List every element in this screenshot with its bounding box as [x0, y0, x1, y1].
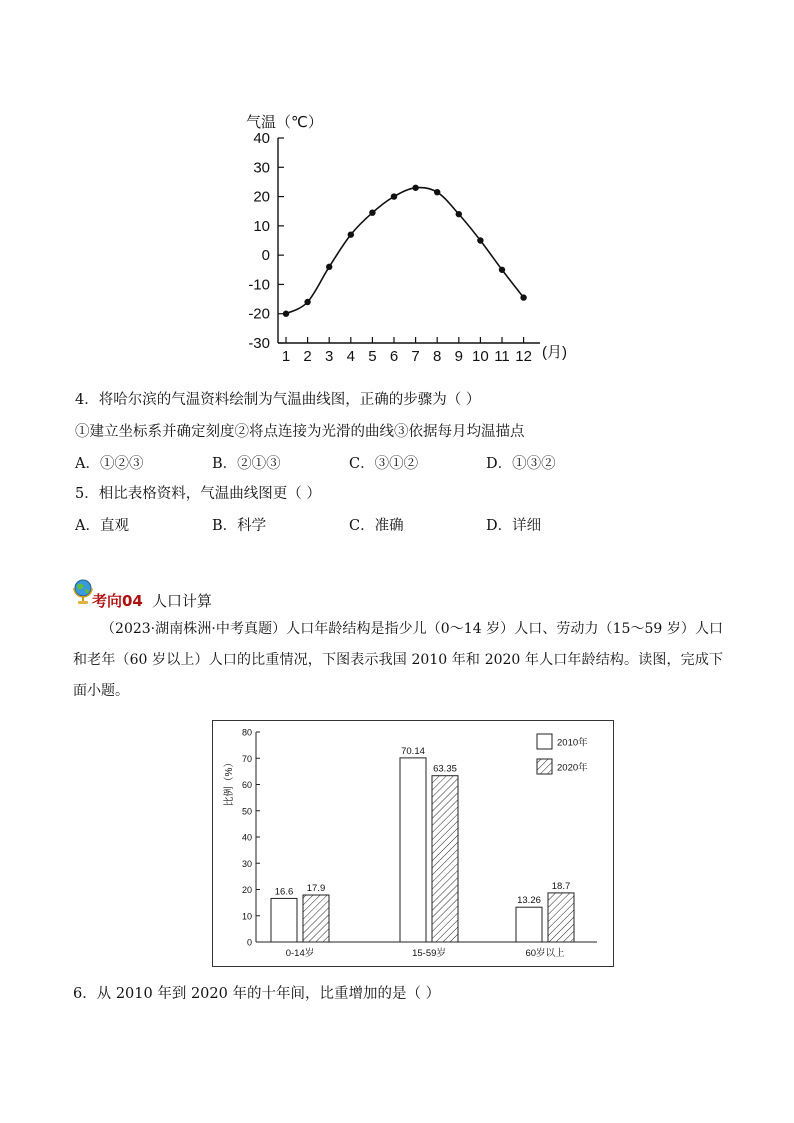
age-legend-label: 2010年 — [557, 737, 588, 749]
q5-stem: 5．相比表格资料，气温曲线图更（ ） — [75, 486, 321, 502]
age-y-tick-label: 30 — [241, 858, 252, 869]
age-y-tick-label: 10 — [241, 911, 252, 922]
temp-x-tick-label: 11 — [494, 348, 510, 365]
temp-x-tick-label: 5 — [368, 348, 377, 365]
age-bar-value-label: 16.6 — [274, 886, 294, 898]
q4-option-d[interactable]: D．①③② — [486, 456, 556, 472]
temp-series-line — [286, 188, 524, 314]
temp-y-tick-label: -10 — [248, 276, 270, 294]
q5-option-a[interactable]: A．直观 — [75, 518, 129, 534]
age-bar-value-label: 13.26 — [517, 895, 541, 907]
age-y-tick-label: 70 — [241, 753, 252, 764]
age-category-label: 60岁以上 — [525, 948, 565, 959]
age-bar — [548, 893, 574, 942]
temp-data-point — [369, 209, 375, 215]
temp-x-tick-label: 7 — [411, 348, 420, 365]
temp-x-tick-label: 4 — [346, 348, 355, 365]
temp-x-tick-label: 6 — [389, 348, 399, 365]
q6-stem: 6．从 2010 年到 2020 年的十年间，比重增加的是（ ） — [73, 986, 441, 1002]
q5-option-c[interactable]: C．准确 — [349, 518, 404, 534]
temp-y-tick-label: 0 — [261, 247, 270, 265]
temp-axes — [278, 138, 540, 343]
temp-x-axis-label: (月) — [542, 344, 567, 361]
temp-data-point — [434, 189, 440, 195]
q4-option-c[interactable]: C．③①② — [349, 456, 419, 472]
temp-y-axis-label: 气温（℃） — [246, 114, 323, 131]
temp-y-tick-label: 30 — [253, 159, 270, 177]
age-bar-value-label: 18.7 — [551, 880, 571, 892]
temp-x-tick-label: 12 — [515, 348, 532, 365]
temp-data-point — [283, 311, 289, 317]
age-y-tick-label: 40 — [241, 832, 252, 843]
temp-data-point — [477, 237, 483, 243]
age-structure-chart — [212, 720, 614, 967]
section-name: 人口计算 — [152, 592, 213, 610]
temp-y-tick-label: 20 — [253, 188, 270, 206]
q4-steps: ①建立坐标系并确定刻度②将点连接为光滑的曲线③依据每月均温描点 — [75, 424, 525, 440]
age-y-axis-label: 比例（%） — [224, 757, 235, 807]
temp-x-tick-label: 9 — [454, 348, 463, 365]
age-bar — [303, 895, 329, 942]
age-y-tick-label: 80 — [241, 727, 252, 738]
temperature-chart — [230, 105, 590, 370]
age-bar — [400, 758, 426, 942]
age-y-tick-label: 50 — [241, 806, 252, 817]
age-bar-value-label: 17.9 — [306, 883, 326, 895]
age-bar — [271, 898, 297, 942]
temp-data-point — [326, 264, 332, 270]
temp-x-ticks — [282, 337, 532, 365]
age-bar-value-label: 63.35 — [433, 763, 457, 775]
temp-y-tick-label: 40 — [253, 130, 270, 147]
temp-points — [283, 185, 527, 317]
temp-x-tick-label: 1 — [281, 348, 291, 365]
age-bar-value-label: 70.14 — [401, 745, 425, 757]
temp-data-point — [499, 267, 505, 273]
q4-option-a[interactable]: A．①②③ — [75, 456, 144, 472]
age-category-label: 15-59岁 — [412, 948, 446, 959]
temp-data-point — [456, 211, 462, 217]
age-y-tick-label: 0 — [246, 937, 252, 948]
temp-y-tick-label: -20 — [248, 305, 270, 323]
temp-data-point — [391, 193, 397, 199]
age-bar — [432, 776, 458, 942]
temp-x-tick-label: 2 — [303, 348, 312, 365]
temp-x-tick-label: 10 — [472, 348, 489, 365]
age-legend-swatch — [537, 759, 552, 774]
age-legend-swatch — [537, 734, 552, 749]
age-category-label: 0-14岁 — [285, 948, 315, 959]
q5-option-b[interactable]: B．科学 — [212, 518, 267, 534]
temp-data-point — [348, 231, 354, 237]
age-y-tick-label: 20 — [241, 885, 252, 895]
passage: （2023·湖南株洲·中考真题）人口年龄结构是指少儿（0～14 岁）人口、劳动力（15～59 岁）人口和老年（60 岁以上）人口的比重情况，下图表示我国 2010 年和 2020 年人口年龄结构。读图，完成下面小题。 — [73, 621, 723, 699]
age-legend-label: 2020年 — [557, 762, 588, 774]
temp-data-point — [304, 299, 310, 305]
temp-y-tick-label: -30 — [248, 335, 270, 352]
temp-data-point — [412, 185, 418, 191]
temp-y-tick-label: 10 — [253, 217, 270, 235]
age-bar — [516, 907, 542, 942]
section-label: 考向04 — [92, 592, 143, 610]
q5-option-d[interactable]: D．详细 — [486, 518, 542, 534]
temp-x-tick-label: 3 — [325, 348, 334, 365]
q4-option-b[interactable]: B．②①③ — [212, 456, 281, 472]
age-y-tick-label: 60 — [241, 780, 252, 790]
temp-data-point — [520, 294, 526, 300]
temp-x-tick-label: 8 — [433, 348, 442, 365]
q4-stem: 4．将哈尔滨的气温资料绘制为气温曲线图，正确的步骤为（ ） — [75, 392, 481, 408]
